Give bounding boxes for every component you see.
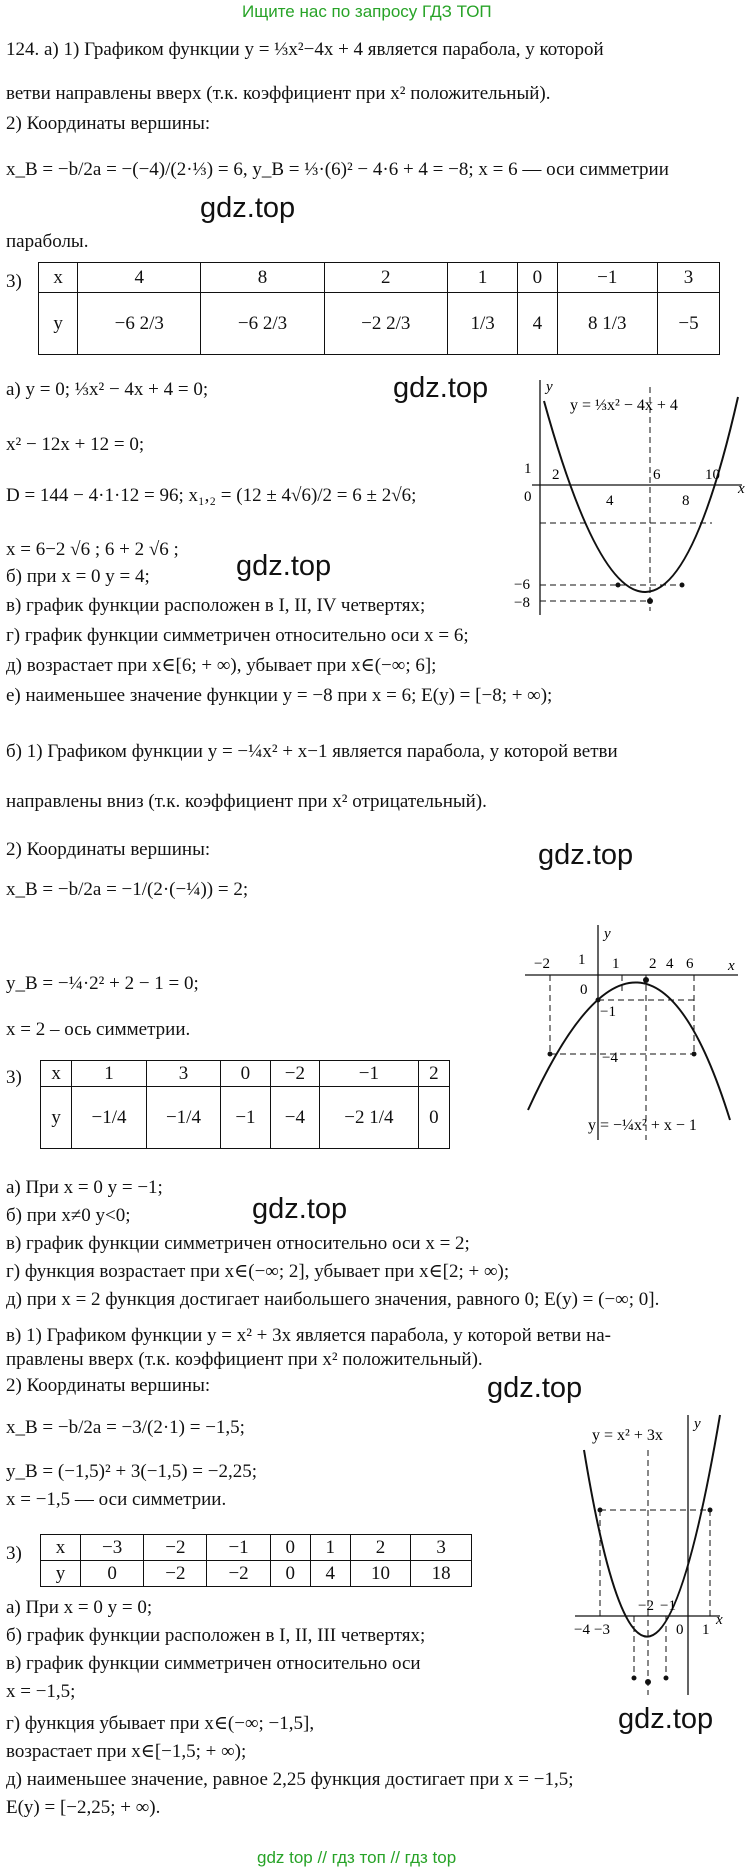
vertex-point <box>643 977 649 983</box>
part-b-title-line1: б) 1) Графиком функции y = −¼x² + x−1 является парабола, у которой ветви <box>6 741 618 762</box>
table-cell: −1 <box>320 1061 419 1087</box>
part-a-vertex-heading: 2) Координаты вершины: <box>6 113 211 134</box>
part-c-xb-line: x_B = −b/2a = −3/(2·1) = −1,5; <box>6 1417 245 1438</box>
part-b-yb-line: y_B = −¼·2² + 2 − 1 = 0; <box>6 973 199 994</box>
table-cell: −2 <box>270 1061 319 1087</box>
table-cell: 2 <box>418 1061 449 1087</box>
part-c-line: д) наименьшее значение, равное 2,25 функция достигает при x = −1,5; <box>6 1769 574 1790</box>
tick-label: −8 <box>514 595 530 611</box>
part-c-line: б) график функции расположен в I, II, III четвертях; <box>6 1625 426 1646</box>
part-a-table-label: 3) <box>6 271 22 292</box>
part-c-line: в) график функции симметричен относительно оси <box>6 1653 421 1674</box>
part-b-line: б) при x≠0 y<0; <box>6 1205 131 1226</box>
table-cell: y <box>41 1087 72 1149</box>
axis-label-y: y <box>546 379 553 395</box>
table-cell: x <box>41 1535 81 1561</box>
part-a-line: г) график функции симметричен относительно оси x = 6; <box>6 625 469 646</box>
part-a-line: D = 144 − 4·1·12 = 96; x₁,₂ = (12 ± 4√6)/2 = 6 ± 2√6; <box>6 485 417 506</box>
part-a-line: д) возрастает при x∈[6; + ∞), убывает при x∈(−∞; 6]; <box>6 655 437 676</box>
part-c-table-label: 3) <box>6 1543 22 1564</box>
part-a-values-table <box>38 262 720 355</box>
watermark: gdz.top <box>487 1372 583 1404</box>
part-c-line: г) функция убывает при x∈(−∞; −1,5], <box>6 1713 315 1734</box>
tick-label: 6 <box>653 467 661 483</box>
part-b-graph <box>520 920 745 1145</box>
tick-label: −4 <box>574 1622 590 1638</box>
graph-label: y = ⅓x² − 4x + 4 <box>570 397 678 414</box>
tick-label: 1 <box>578 952 586 968</box>
point <box>692 1052 697 1057</box>
table-cell: 2 <box>324 263 447 293</box>
axis-label-x: x <box>728 958 735 974</box>
graph-label: y = −¼x² + x − 1 <box>588 1117 697 1134</box>
tick-label: 0 <box>580 982 588 998</box>
vertex-point <box>647 598 653 604</box>
top-search-link[interactable]: Ищите нас по запросу ГДЗ ТОП <box>242 2 492 21</box>
table-cell: 4 <box>310 1561 350 1587</box>
part-c-line: E(y) = [−2,25; + ∞). <box>6 1797 161 1818</box>
part-a-title-line1: 124. а) 1) Графиком функции y = ⅓x²−4x + 4 является парабола, у которой <box>6 39 604 60</box>
watermark: gdz.top <box>200 192 296 224</box>
table-cell: −6 2/3 <box>201 293 324 355</box>
table-cell: 8 1/3 <box>557 293 658 355</box>
watermark: gdz.top <box>236 550 332 582</box>
tick-label: −2 <box>534 956 550 972</box>
table-cell: 1 <box>310 1535 350 1561</box>
part-a-line: е) наименьшее значение функции y = −8 при x = 6; E(y) = [−8; + ∞); <box>6 685 553 706</box>
table-cell: −3 <box>81 1535 144 1561</box>
tick-label: 6 <box>686 956 694 972</box>
table-row-y <box>39 293 720 355</box>
table-cell: 10 <box>350 1561 411 1587</box>
part-b-title-line2: направлены вниз (т.к. коэффициент при x² отрицательный). <box>6 791 487 812</box>
watermark: gdz.top <box>618 1703 714 1735</box>
part-a-line: x² − 12x + 12 = 0; <box>6 434 145 455</box>
point <box>598 1508 603 1513</box>
table-cell: 18 <box>411 1561 472 1587</box>
part-b-line: а) При x = 0 y = −1; <box>6 1177 163 1198</box>
table-row-x <box>41 1535 472 1561</box>
part-c-title-line2: правлены вверх (т.к. коэффициент при x² положительный). <box>6 1349 483 1370</box>
point <box>596 998 601 1003</box>
point <box>548 1052 553 1057</box>
tick-label: 0 <box>676 1622 684 1638</box>
part-b-xb-line: x_B = −b/2a = −1/(2·(−¼)) = 2; <box>6 879 249 900</box>
part-b-values-table <box>40 1060 450 1149</box>
tick-label: 4 <box>666 956 674 972</box>
table-cell: 4 <box>518 293 557 355</box>
part-c-values-table <box>40 1534 472 1587</box>
part-c-line: возрастает при x∈[−1,5; + ∞); <box>6 1741 247 1762</box>
watermark: gdz.top <box>393 372 489 404</box>
table-row-x <box>39 263 720 293</box>
part-a-graph <box>510 375 750 620</box>
axis-label-x: x <box>738 481 745 497</box>
table-cell: −1 <box>557 263 658 293</box>
table-cell: 1/3 <box>447 293 517 355</box>
part-b-line: д) при x = 2 функция достигает наибольшего значения, равного 0; E(y) = (−∞; 0]. <box>6 1289 660 1310</box>
table-cell: −6 2/3 <box>78 293 201 355</box>
tick-label: 0 <box>524 489 532 505</box>
part-c-yb-line: y_B = (−1,5)² + 3(−1,5) = −2,25; <box>6 1461 257 1482</box>
table-cell: −5 <box>658 293 720 355</box>
axis-label-y: y <box>694 1416 701 1432</box>
part-c-line: x = −1,5; <box>6 1681 76 1702</box>
point <box>616 583 621 588</box>
tick-label: 1 <box>524 461 532 477</box>
tick-label: −3 <box>594 1622 610 1638</box>
graph-label: y = x² + 3x <box>592 1427 663 1444</box>
table-cell: 0 <box>518 263 557 293</box>
table-cell: 0 <box>81 1561 144 1587</box>
table-cell: x <box>39 263 78 293</box>
part-b-vertex-heading: 2) Координаты вершины: <box>6 839 211 860</box>
part-c-line: а) При x = 0 y = 0; <box>6 1597 153 1618</box>
part-c-axis-line: x = −1,5 — оси симметрии. <box>6 1489 227 1510</box>
table-cell: 3 <box>411 1535 472 1561</box>
tick-label: 2 <box>552 467 560 483</box>
table-cell: 0 <box>418 1087 449 1149</box>
part-a-vertex-line: x_B = −b/2a = −(−4)/(2·⅓) = 6, y_B = ⅓·(6)² − 4·6 + 4 = −8; x = 6 — оси симметрии <box>6 159 669 180</box>
table-cell: −1 <box>207 1535 270 1561</box>
table-cell: −2 2/3 <box>324 293 447 355</box>
part-c-vertex-heading: 2) Координаты вершины: <box>6 1375 211 1396</box>
table-row-y <box>41 1087 450 1149</box>
part-c-graph <box>570 1410 750 1700</box>
tick-label: −4 <box>602 1050 618 1066</box>
tick-label: −6 <box>514 577 530 593</box>
part-a-line: x = 6−2 √6 ; 6 + 2 √6 ; <box>6 539 179 560</box>
table-cell: −4 <box>270 1087 319 1149</box>
point <box>632 1676 637 1681</box>
part-b-line: в) график функции симметричен относительно оси x = 2; <box>6 1233 470 1254</box>
part-a-title-line2: ветви направлены вверх (т.к. коэффициент при x² положительный). <box>6 83 551 104</box>
part-b-axis-line: x = 2 – ось симметрии. <box>6 1019 191 1040</box>
part-a-vertex-line2: параболы. <box>6 231 89 252</box>
part-a-line: а) y = 0; ⅓x² − 4x + 4 = 0; <box>6 379 209 400</box>
tick-label: 8 <box>682 493 690 509</box>
parabola-curve <box>544 397 738 592</box>
table-cell: 1 <box>72 1061 146 1087</box>
part-b-table-label: 3) <box>6 1067 22 1088</box>
table-cell: 3 <box>658 263 720 293</box>
table-row-x <box>41 1061 450 1087</box>
part-a-line: в) график функции расположен в I, II, IV четвертях; <box>6 595 426 616</box>
table-cell: −2 <box>144 1535 207 1561</box>
tick-label: −1 <box>660 1598 676 1614</box>
table-cell: −1/4 <box>72 1087 146 1149</box>
table-cell: 4 <box>78 263 201 293</box>
tick-label: 2 <box>649 956 657 972</box>
watermark: gdz.top <box>252 1193 348 1225</box>
table-cell: y <box>39 293 78 355</box>
tick-label: 4 <box>606 493 614 509</box>
vertex-point <box>645 1679 651 1685</box>
table-cell: −2 <box>207 1561 270 1587</box>
table-cell: −1 <box>221 1087 270 1149</box>
table-cell: 0 <box>270 1561 310 1587</box>
part-c-title-line1: в) 1) Графиком функции y = x² + 3x является парабола, у которой ветви на- <box>6 1325 611 1346</box>
table-cell: −1/4 <box>146 1087 220 1149</box>
watermark: gdz.top <box>538 839 634 871</box>
point <box>664 1676 669 1681</box>
point <box>708 1508 713 1513</box>
table-cell: y <box>41 1561 81 1587</box>
tick-label: 1 <box>702 1622 710 1638</box>
tick-label: −2 <box>638 1598 654 1614</box>
axis-label-x: x <box>716 1612 723 1628</box>
tick-label: −1 <box>600 1004 616 1020</box>
table-cell: 2 <box>350 1535 411 1561</box>
table-cell: 0 <box>221 1061 270 1087</box>
axis-label-y: y <box>604 926 611 942</box>
table-cell: 3 <box>146 1061 220 1087</box>
part-a-line: б) при x = 0 y = 4; <box>6 566 150 587</box>
table-cell: −2 1/4 <box>320 1087 419 1149</box>
table-cell: −2 <box>144 1561 207 1587</box>
tick-label: 10 <box>705 467 720 483</box>
tick-label: 1 <box>612 956 620 972</box>
table-cell: 0 <box>270 1535 310 1561</box>
table-cell: 8 <box>201 263 324 293</box>
table-cell: 1 <box>447 263 517 293</box>
parabola-curve <box>528 982 730 1120</box>
table-row-y <box>41 1561 472 1587</box>
bottom-footer-link[interactable]: gdz top // гдз топ // гдз top <box>257 1848 457 1867</box>
point <box>680 583 685 588</box>
table-cell: x <box>41 1061 72 1087</box>
part-b-line: г) функция возрастает при x∈(−∞; 2], убывает при x∈[2; + ∞); <box>6 1261 510 1282</box>
